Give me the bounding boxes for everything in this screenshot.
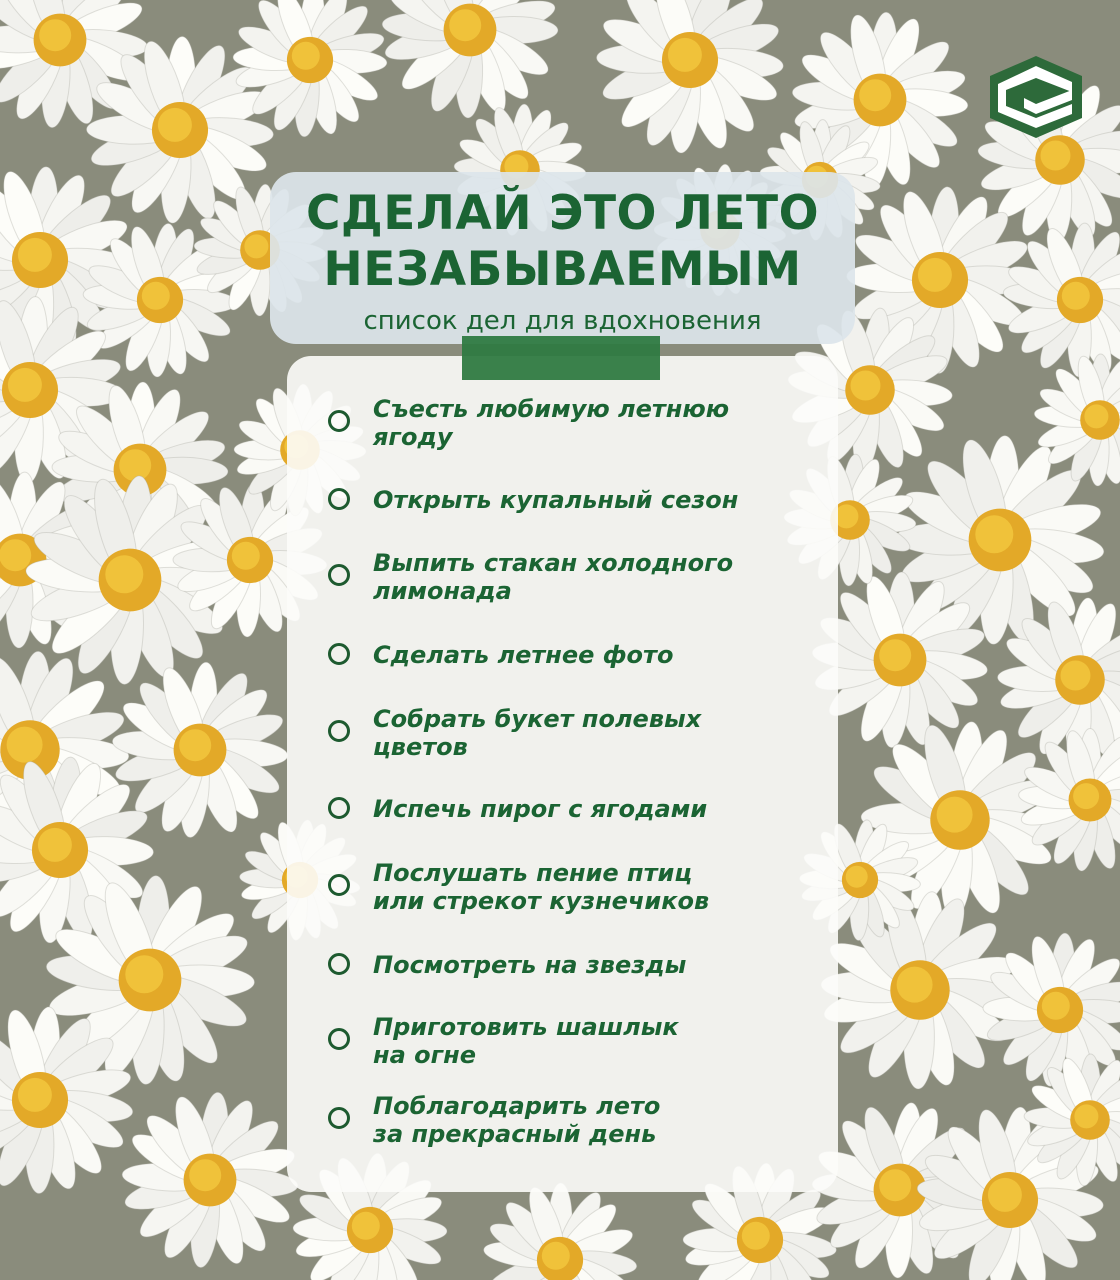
checklist-item-line-1: Съесть любимую летнюю [373, 395, 730, 423]
checkbox-circle-icon[interactable] [328, 953, 350, 975]
checkbox-circle-icon[interactable] [328, 720, 350, 742]
page-title-line-2: НЕЗАБЫВАЕМЫМ [323, 242, 802, 297]
tape-decoration [462, 336, 660, 380]
checklist-item-line-2: цветов [373, 733, 468, 761]
checkbox-circle-icon[interactable] [328, 797, 350, 819]
title-card [270, 172, 855, 344]
checkbox-circle-icon[interactable] [328, 874, 350, 896]
checkbox-circle-icon[interactable] [328, 410, 350, 432]
checklist-item-line-1: Посмотреть на звезды [373, 951, 687, 979]
checklist-item-line-1: Выпить стакан холодного [373, 549, 734, 577]
checklist-item-line-2: лимонада [373, 577, 512, 605]
checkbox-circle-icon[interactable] [328, 564, 350, 586]
checklist-item-line-1: Сделать летнее фото [373, 641, 674, 669]
checklist-item-line-2: ягоду [373, 423, 453, 451]
checklist-item-line-1: Приготовить шашлык [373, 1013, 679, 1041]
page-title-line-1: СДЕЛАЙ ЭТО ЛЕТО [305, 186, 820, 241]
checklist-item-line-1: Открыть купальный сезон [373, 486, 739, 514]
checklist-item-line-1: Поблагодарить лето [373, 1092, 661, 1120]
checklist-item-line-1: Собрать букет полевых [373, 705, 702, 733]
checkbox-circle-icon[interactable] [328, 1028, 350, 1050]
checklist-item-line-1: Испечь пирог с ягодами [373, 795, 708, 823]
brand-logo-icon [990, 56, 1082, 138]
checkbox-circle-icon[interactable] [328, 1107, 350, 1129]
checklist-card [287, 356, 838, 1192]
checklist-item-line-2: на огне [373, 1041, 477, 1069]
checkbox-circle-icon[interactable] [328, 488, 350, 510]
checklist-item-line-2: за прекрасный день [373, 1120, 657, 1148]
checklist-item-line-2: или стрекот кузнечиков [373, 887, 710, 915]
page-subtitle: список дел для вдохновения [363, 306, 762, 336]
checklist-item-line-1: Послушать пение птиц [373, 859, 693, 887]
checkbox-circle-icon[interactable] [328, 643, 350, 665]
